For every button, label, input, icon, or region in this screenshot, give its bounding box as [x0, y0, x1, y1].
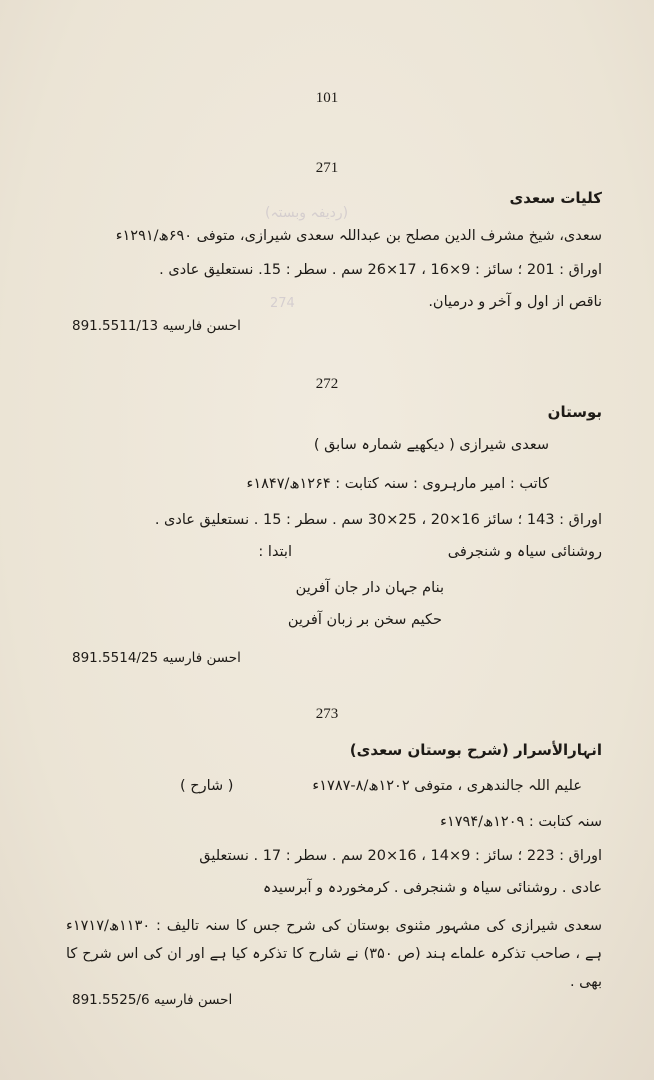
- entry-description: سعدی شیرازی کی مشہور مثنوی بوستان کی شرح جس کا سنہ تالیف : ۱۱۳۰ھ/۱۷۱۷ء ہے ، صاحب تذکرہ علماے ہند (ص ۳۵۰) نے شارح کا تذکرہ کیا ہے اور ان کی اس شرح کا بھی .: [66, 918, 602, 990]
- entry-date-line: سنہ کتابت : ۱۲۰۹ھ/۱۷۹۴ء: [440, 814, 602, 830]
- entry-title: کلیات سعدی: [509, 189, 602, 207]
- entry-number: 273: [315, 706, 339, 722]
- entry-incipit-label: ابتدا :: [258, 544, 292, 560]
- entry-role-label: ( شارح ): [180, 778, 234, 794]
- page-number: 101: [315, 90, 339, 106]
- entry-physical-line: اوراق : 143 ؛ سائز 16×20 ، 25×30 سم . سطر : 15 . نستعلیق عادی .: [154, 512, 602, 528]
- entry-physical-line: اوراق : 201 ؛ سائز : 9×16 ، 17×26 سم . سطر : 15. نستعلیق عادی .: [159, 262, 602, 278]
- entry-verse-line: حکیم سخن بر زبان آفرین: [287, 612, 442, 628]
- entry-title: انہارالأسرار (شرح بوستان سعدی): [349, 741, 602, 759]
- entry-author-line: علیم اللہ جالندھری ، متوفی ۱۲۰۲ھ/۸-۱۷۸۷ء: [312, 778, 582, 794]
- entry-author-line: سعدی شیرازی ( دیکھیے شمارہ سابق ): [313, 437, 549, 453]
- entry-title: بوستان: [547, 403, 602, 421]
- bleed-through-text: (ردیفہ وبستہ): [265, 205, 349, 221]
- entry-number: 272: [315, 376, 339, 392]
- entry-verse-line: بنام جہان دار جان آفرین: [295, 580, 444, 596]
- call-number: احسن فارسیه 891.5525/6: [72, 992, 233, 1008]
- call-number: احسن فارسیه 891.5511/13: [72, 318, 241, 334]
- entry-number: 271: [315, 160, 339, 176]
- entry-physical-line: اوراق : 223 ؛ سائز : 9×14 ، 16×20 سم . سطر : 17 . نستعلیق: [199, 848, 602, 864]
- entry-ink-line: روشنائی سیاہ و شنجرفی: [447, 544, 602, 560]
- entry-scribe-line: کاتب : امیر مارہروی : سنہ کتابت : ۱۲۶۴ھ/۱۸۴۷ء: [246, 476, 549, 492]
- entry-author-line: سعدی، شیخ مشرف الدین مصلح بن عبداللہ سعدی شیرازی، متوفی ۶۹۰ھ/۱۲۹۱ء: [115, 228, 602, 244]
- entry-condition-line: ناقص از اول و آخر و درمیان.: [428, 294, 602, 310]
- call-number: احسن فارسیه 891.5514/25: [72, 650, 241, 666]
- entry-condition-line: عادی . روشنائی سیاہ و شنجرفی . کرمخوردہ و آبرسیدہ: [262, 880, 602, 896]
- bleed-through-number: 274: [270, 296, 295, 311]
